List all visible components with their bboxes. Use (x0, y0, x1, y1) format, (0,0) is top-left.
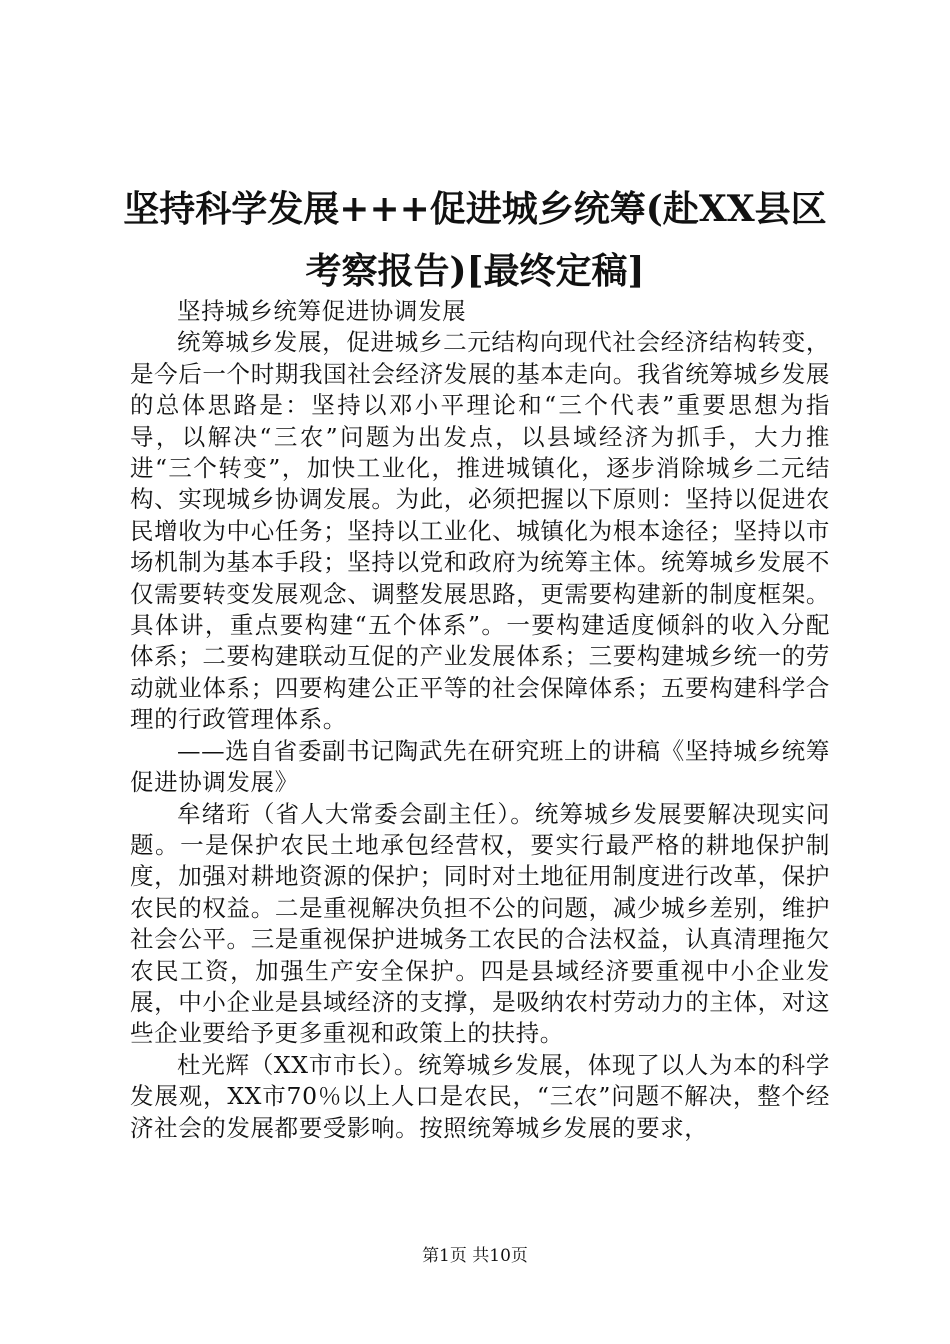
body-paragraph: 统筹城乡发展，促进城乡二元结构向现代社会经济结构转变，是今后一个时期我国社会经济发展的基本走向。我省统筹城乡发展的总体思路是：坚持以邓小平理论和“三个代表”重要思想为指导，以解决“三农”问题为出发点，以县域经济为抓手，大力推进“三个转变”，加快工业化，推进城镇化，逐步消除城乡二元结构、实现城乡协调发展。为此，必须把握以下原则：坚持以促进农民增收为中心任务；坚持以工业化、城镇化为根本途径；坚持以市场机制为基本手段；坚持以党和政府为统筹主体。统筹城乡发展不仅需要转变发展观念、调整发展思路，更需要构建新的制度框架。具体讲，重点要构建“五个体系”。一要构建适度倾斜的收入分配体系；二要构建联动互促的产业发展体系；三要构建城乡统一的劳动就业体系；四要构建公正平等的社会保障体系；五要构建科学合理的行政管理体系。 (130, 328, 830, 734)
section-heading: 坚持城乡统筹促进协调发展 (177, 297, 467, 325)
quote-source: ——选自省委副书记陶武先在研究班上的讲稿《坚持城乡统筹促进协调发展》 (130, 736, 830, 797)
body-paragraph: 牟绪珩（省人大常委会副主任）。统筹城乡发展要解决现实问题。一是保护农民土地承包经营权，要实行最严格的耕地保护制度，加强对耕地资源的保护；同时对土地征用制度进行改革，保护农民的权益。二是重视解决负担不公的问题，减少城乡差别，维护社会公平。三是重视保护进城务工农民的合法权益，认真清理拖欠农民工资，加强生产安全保护。四是县域经济要重视中小企业发展，中小企业是县域经济的支撑，是吸纳农村劳动力的主体，对这些企业要给予更多重视和政策上的扶持。 (130, 799, 830, 1048)
document-body (130, 296, 830, 1144)
page-number-footer: 第1页 共10页 (422, 1246, 528, 1266)
body-paragraph: 杜光辉（XX市市长）。统筹城乡发展，体现了以人为本的科学发展观，XX市70％以上人口是农民，“三农”问题不解决，整个经济社会的发展都要受影响。按照统筹城乡发展的要求， (130, 1050, 830, 1142)
document-title: 坚持科学发展+++促进城乡统筹(赴XX县区考察报告)[最终定稿] (123, 188, 827, 292)
